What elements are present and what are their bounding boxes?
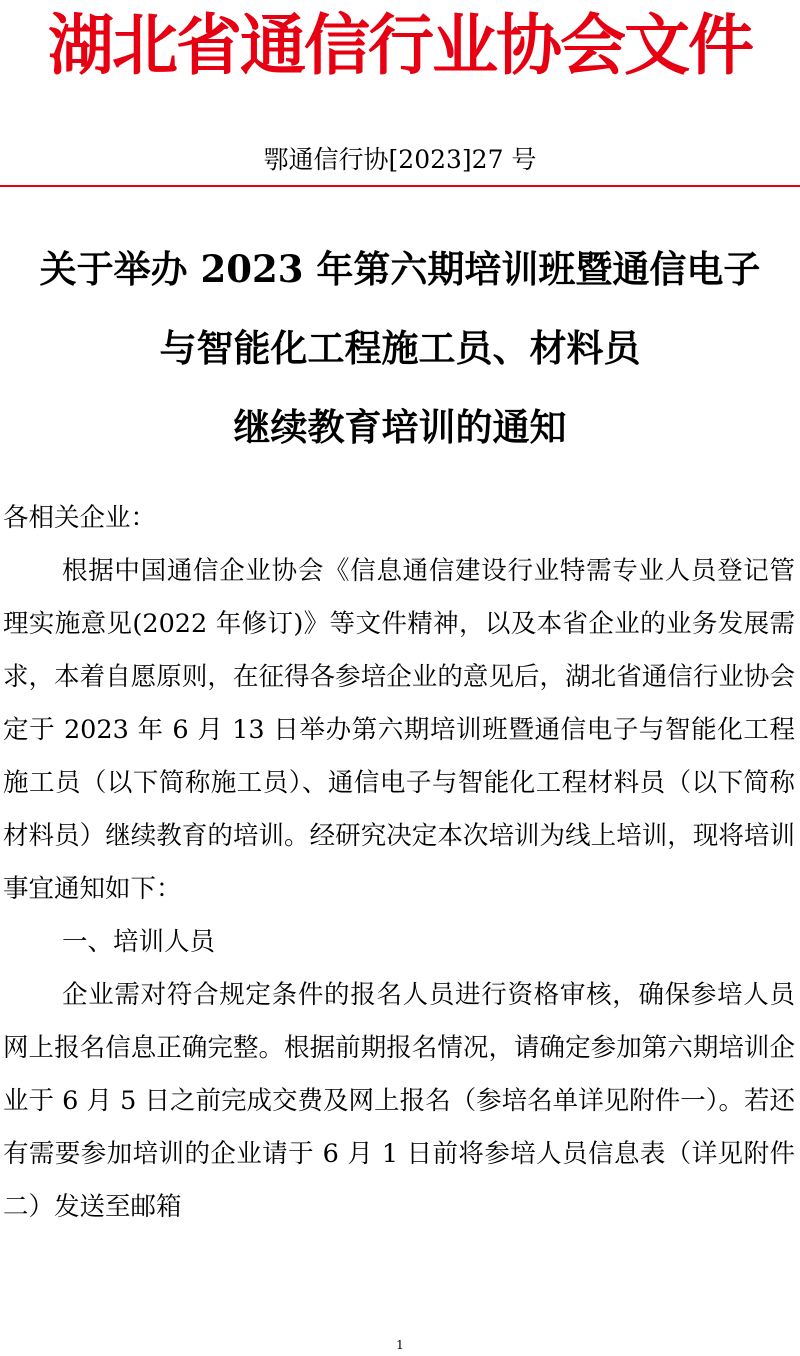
salutation: 各相关企业： [3, 503, 157, 533]
letterhead-title: 湖北省通信行业协会文件 [48, 7, 752, 84]
section-heading-training-personnel: 一、培训人员 [62, 927, 216, 957]
training-personnel-paragraph: 企业需对符合规定条件的报名人员进行资格审核，确保参培人员网上报名信息正确完整。根据前期报名情况，请确定参加第六期培训企业于 6 月 5 日之前完成交费及网上报名（参培名单详见附件一）。若还有需要参加培训的企业请于 6 月 1 日前将参培人员信息表（详见附件二）发送至邮箱 [3, 980, 795, 1222]
intro-paragraph: 根据中国通信企业协会《信息通信建设行业特需专业人员登记管理实施意见(2022 年修订)》等文件精神，以及本省企业的业务发展需求，本着自愿原则，在征得各参培企业的意见后，湖北省通信行业协会定于 2023 年 6 月 13 日举办第六期培训班暨通信电子与智能化工程施工员（以下简称施工员）、通信电子与智能化工程材料员（以下简称材料员）继续教育的培训。经研究决定本次培训为线上培训，现将培训事宜通知如下： [3, 556, 795, 904]
notice-title-line-3: 继续教育培训的通知 [233, 405, 567, 449]
document-number: 鄂通信行协[2023]27 号 [263, 145, 537, 174]
document-body [3, 492, 795, 1234]
red-divider-rule [0, 185, 800, 187]
notice-title-line-1: 关于举办 2023 年第六期培训班暨通信电子 [39, 247, 761, 291]
notice-title-line-2: 与智能化工程施工员、材料员 [159, 326, 641, 370]
page-number: 1 [396, 1338, 404, 1352]
notice-title [0, 230, 800, 467]
